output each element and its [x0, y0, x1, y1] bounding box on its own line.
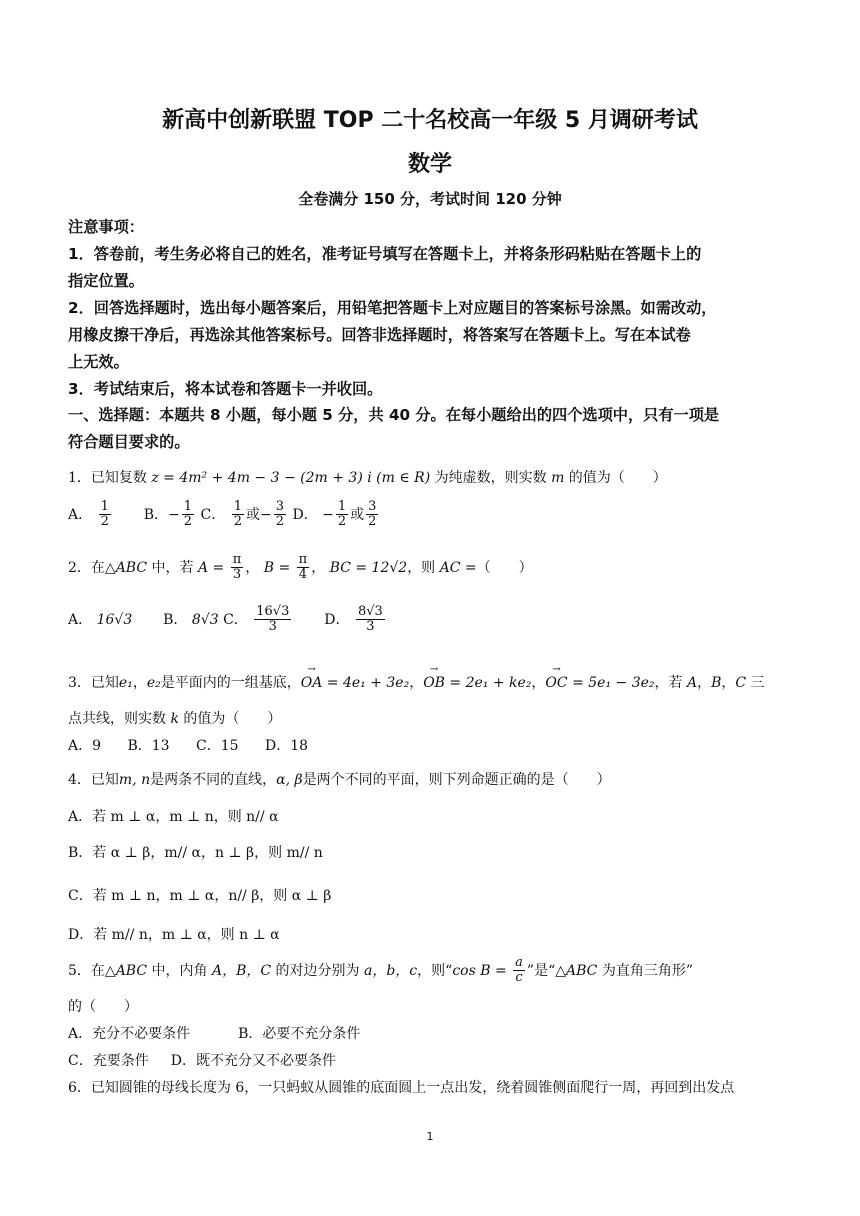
question-6-stem: 6．已知圆锥的母线长度为 6，一只蚂蚁从圆锥的底面圆上一点出发，绕着圆锥侧面爬行一周，再回到出发点	[68, 1080, 735, 1096]
fraction: $\frac{\pi}{3}$	[232, 552, 242, 583]
question-3-stem-cont: 点共线，则实数 k 的值为（ ）	[68, 711, 282, 727]
exam-subject: 数学	[407, 152, 452, 177]
fraction: $\frac{a}{c}$	[515, 955, 523, 986]
fraction: $\frac{16√3}{3}$	[256, 604, 290, 635]
notice-line: 2．回答选择题时，选出每小题答案后，用铅笔把答题卡上对应题目的答案标号涂黑。如需改动，	[68, 299, 717, 317]
question-2-stem: 2．在△ABC 中，若 A = $\frac{\pi}{3}$ ， B = $\frac{\pi}{4}$ ， BC = 12√2，则 AC =（ ）	[68, 552, 533, 583]
question-5-stem: 5．在△ABC 中，内角 A，B，C 的对边分别为 a，b，c，则“cos B = $\frac{a}{c}$ ”是“△ABC 为直角三角形”	[68, 955, 693, 986]
fraction: $\frac{1}{2}$	[183, 499, 193, 530]
question-5-options-row2: C．充要条件 D．既不充分又不必要条件	[68, 1053, 336, 1069]
question-4-option-d: D．若 m// n，m ⊥ α，则 n ⊥ α	[68, 927, 280, 943]
question-4-option-a: A．若 m ⊥ α，m ⊥ n，则 n// α	[68, 809, 279, 825]
section-heading-cont: 符合题目要求的。	[68, 433, 190, 451]
question-1-stem: 1．已知复数 z = 4m² + 4m − 3 − (2m + 3) i (m ∈ R) 为纯虚数，则实数 m 的值为（ ）	[68, 470, 667, 486]
question-5-stem-cont: 的（ ）	[68, 999, 138, 1015]
page-number: 1	[426, 1130, 434, 1143]
question-4-option-b: B．若 α ⊥ β，m// α，n ⊥ β，则 m// n	[68, 845, 323, 861]
question-1-options: A． $\frac{1}{2}$ B．− $\frac{1}{2}$ C． $\frac{1}{2}$ 或− $\frac{3}{2}$ D． − $\frac{1}{2}$ 或 $\frac{3}{2}$	[68, 499, 377, 530]
exam-meta: 全卷满分 150 分，考试时间 120 分钟	[298, 190, 562, 208]
fraction: $\frac{1}{2}$	[100, 499, 109, 530]
notice-line: 指定位置。	[68, 272, 144, 290]
exam-title: 新高中创新联盟 TOP 二十名校高一年级 5 月调研考试	[162, 108, 698, 133]
section-heading: 一、选择题：本题共 8 小题，每小题 5 分，共 40 分。在每小题给出的四个选项中，只有一项是	[68, 406, 720, 424]
question-3-stem: 3．已知e₁，e₂是平面内的一组基底，→ OA = 4e₁ + 3e₂，→ OB = 2e₁ + ke₂，→ OC = 5e₁ − 3e₂，若 A，B，C 三	[68, 672, 798, 692]
notice-line: 用橡皮擦干净后，再选涂其他答案标号。回答非选择题时，将答案写在答题卡上。写在本试卷	[68, 326, 691, 344]
fraction: $\frac{\pi}{4}$	[298, 552, 308, 583]
question-3-options: A．9 B．13 C．15 D．18	[68, 738, 309, 754]
fraction: $\frac{8√3}{3}$	[357, 604, 383, 635]
notice-line: 3．考试结束后，将本试卷和答题卡一并收回。	[68, 380, 383, 398]
notice-line: 1．答卷前，考生务必将自己的姓名，准考证号填写在答题卡上，并将条形码粘贴在答题卡上的	[68, 245, 702, 263]
question-2-options: A． 16√3 B． 8√3 C． $\frac{16√3}{3}$ D． $\frac{8√3}{3}$	[68, 604, 383, 635]
notice-heading: 注意事项：	[68, 218, 144, 236]
fraction: $\frac{1}{2}$	[233, 499, 242, 530]
fraction: $\frac{3}{2}$	[275, 499, 284, 530]
fraction: $\frac{3}{2}$	[368, 499, 377, 530]
question-4-stem: 4．已知m, n是两条不同的直线，α, β是两个不同的平面，则下列命题正确的是（ ）	[68, 772, 611, 788]
fraction: $\frac{1}{2}$	[337, 499, 347, 530]
notice-line: 上无效。	[68, 353, 129, 371]
question-4-option-c: C．若 m ⊥ n，m ⊥ α，n// β，则 α ⊥ β	[68, 888, 332, 904]
question-5-options-row1: A．充分不必要条件 B．必要不充分条件	[68, 1026, 361, 1042]
